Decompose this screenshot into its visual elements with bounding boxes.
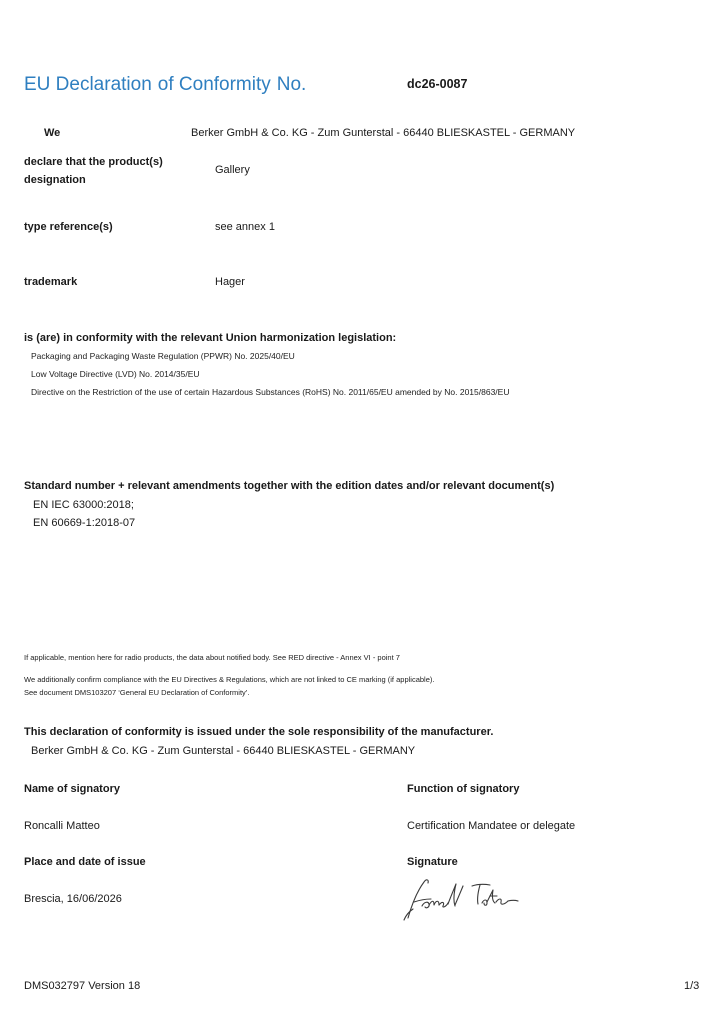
signatory-function: Certification Mandatee or delegate — [407, 820, 576, 832]
signature-label: Signature — [407, 856, 458, 868]
confirm-note-line2: See document DMS103207 ‘General EU Declaration of Conformity’. — [24, 688, 250, 697]
radio-note: If applicable, mention here for radio products, the data about notified body. See RED directive - Annex VI - point 7 — [24, 653, 400, 662]
designation-value: Gallery — [215, 164, 250, 176]
we-label: We — [44, 127, 61, 139]
title-part-1: EU Declaration — [24, 74, 152, 95]
title-part-2: of Conformity — [157, 74, 271, 95]
company-address: Berker GmbH & Co. KG - Zum Gunterstal - 66440 BLIESKASTEL - GERMANY — [191, 127, 576, 139]
page-title — [24, 74, 306, 96]
legislation-item: Directive on the Restriction of the use of certain Hazardous Substances (RoHS) No. 2011/65/EU amended by No. 2015/863/EU — [31, 387, 510, 397]
legislation-heading: is (are) in conformity with the relevant Union harmonization legislation: — [24, 332, 397, 344]
trademark-label: trademark — [24, 276, 78, 288]
place-date-label: Place and date of issue — [24, 856, 146, 868]
legislation-item: Packaging and Packaging Waste Regulation (PPWR) No. 2025/40/EU — [31, 351, 295, 361]
name-of-signatory-label: Name of signatory — [24, 783, 120, 795]
standard-item: EN 60669-1:2018-07 — [33, 517, 136, 529]
place-date-value: Brescia, 16/06/2026 — [24, 893, 122, 905]
designation-label-line2: designation — [24, 174, 86, 186]
standards-heading: Standard number + relevant amendments together with the edition dates and/or relevant document(s) — [24, 480, 555, 492]
signatory-name: Roncalli Matteo — [24, 820, 100, 832]
title-part-3: No. — [276, 74, 307, 95]
manufacturer-address: Berker GmbH & Co. KG - Zum Gunterstal - 66440 BLIESKASTEL - GERMANY — [31, 745, 416, 757]
handwritten-signature — [398, 874, 523, 926]
declaration-number: dc26-0087 — [407, 77, 468, 91]
confirm-note-line1: We additionally confirm compliance with the EU Directives & Regulations, which are not linked to CE marking (if applicable). — [24, 675, 435, 684]
function-of-signatory-label: Function of signatory — [407, 783, 520, 795]
type-reference-value: see annex 1 — [215, 221, 275, 233]
responsibility-statement: This declaration of conformity is issued under the sole responsibility of the manufacturer. — [24, 726, 494, 738]
trademark-value: Hager — [215, 276, 245, 288]
document-reference: DMS032797 Version 18 — [24, 980, 141, 992]
page-number: 1/3 — [684, 980, 700, 992]
standard-item: EN IEC 63000:2018; — [33, 499, 134, 511]
designation-label-line1: declare that the product(s) — [24, 156, 163, 168]
type-reference-label: type reference(s) — [24, 221, 113, 233]
legislation-item: Low Voltage Directive (LVD) No. 2014/35/EU — [31, 369, 200, 379]
